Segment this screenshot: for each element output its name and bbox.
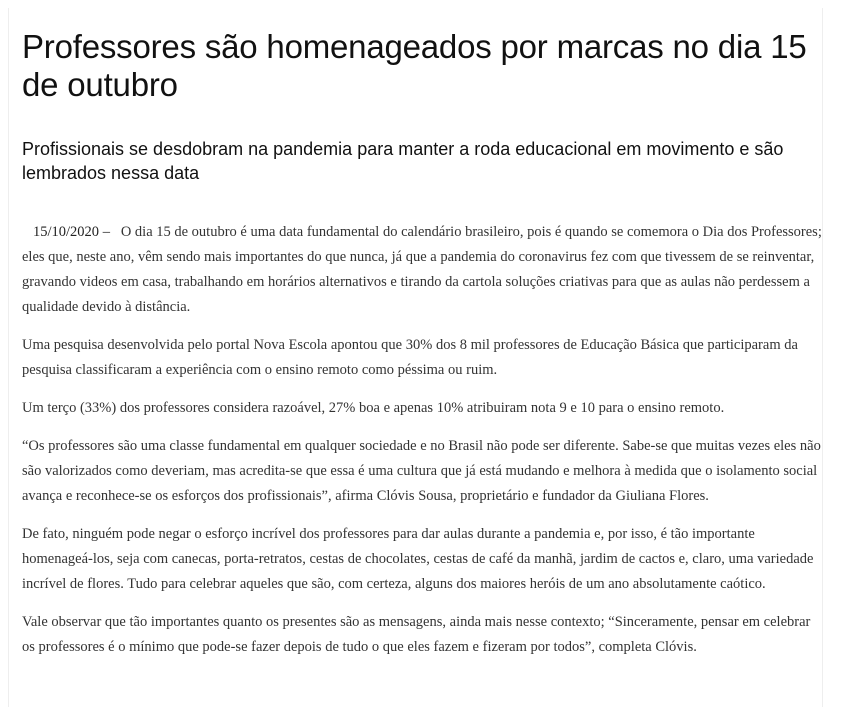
article-subtitle: Profissionais se desdobram na pandemia para manter a roda educacional em movimento e são lembrados nessa data: [22, 139, 784, 183]
article-paragraph: Um terço (33%) dos professores considera razoável, 27% boa e apenas 10% atribuiram nota 9 e 10 para o ensino remoto.: [22, 400, 725, 416]
paragraph-text: O dia 15 de outubro é uma data fundamental do calendário brasileiro, pois é quando se comemora o Dia dos Professores; eles que, neste ano, vêm sendo mais importantes do que nunca, já que a pandemia do coronavirus fez com que tivessem de se reinventar, gravando videos em casa, trabalhando em horários alternativos e tirando da cartola soluções criativas para que as aulas não perdessem a qualidade devido à distância.: [22, 224, 822, 315]
article-paragraph: “Os professores são uma classe fundamental em qualquer sociedade e no Brasil não pode ser diferente. Sabe-se que muitas vezes eles não são valorizados como deveriam, mas acredita-se que essa é uma cultura que já está mudando e melhora à medida que o isolamento social avança e reconhece-se os esforços dos profissionais”, afirma Clóvis Sousa, proprietário e fundador da Giuliana Flores.: [22, 438, 821, 504]
article-title: Professores são homenageados por marcas no dia 15 de outubro: [22, 28, 807, 103]
article-date: 15/10/2020: [33, 224, 100, 240]
article-paragraph: Vale observar que tão importantes quanto os presentes são as mensagens, ainda mais nesse contexto; “Sinceramente, pensar em celebrar os professores é o mínimo que pode-se fazer depois de tudo o que eles fazem e fizeram por todos”, completa Clóvis.: [22, 614, 811, 655]
article-body: [22, 220, 822, 660]
article-paragraph: [22, 220, 822, 320]
article-paragraph: Uma pesquisa desenvolvida pelo portal Nova Escola apontou que 30% dos 8 mil professores de Educação Básica que participaram da pesquisa classificaram a experiência com o ensino remoto como péssima ou ruim.: [22, 337, 798, 378]
date-separator: –: [102, 224, 110, 240]
article-paragraph: De fato, ninguém pode negar o esforço incrível dos professores para dar aulas durante a pandemia e, por isso, é tão importante homenageá-los, seja com canecas, porta-retratos, cestas de chocolates, cestas de café da manhã, jardim de cactos e, claro, uma variedade incrível de flores. Tudo para celebrar aqueles que são, com certeza, alguns dos maiores heróis de um ano absolutamente caótico.: [22, 526, 814, 592]
article: [22, 28, 822, 673]
